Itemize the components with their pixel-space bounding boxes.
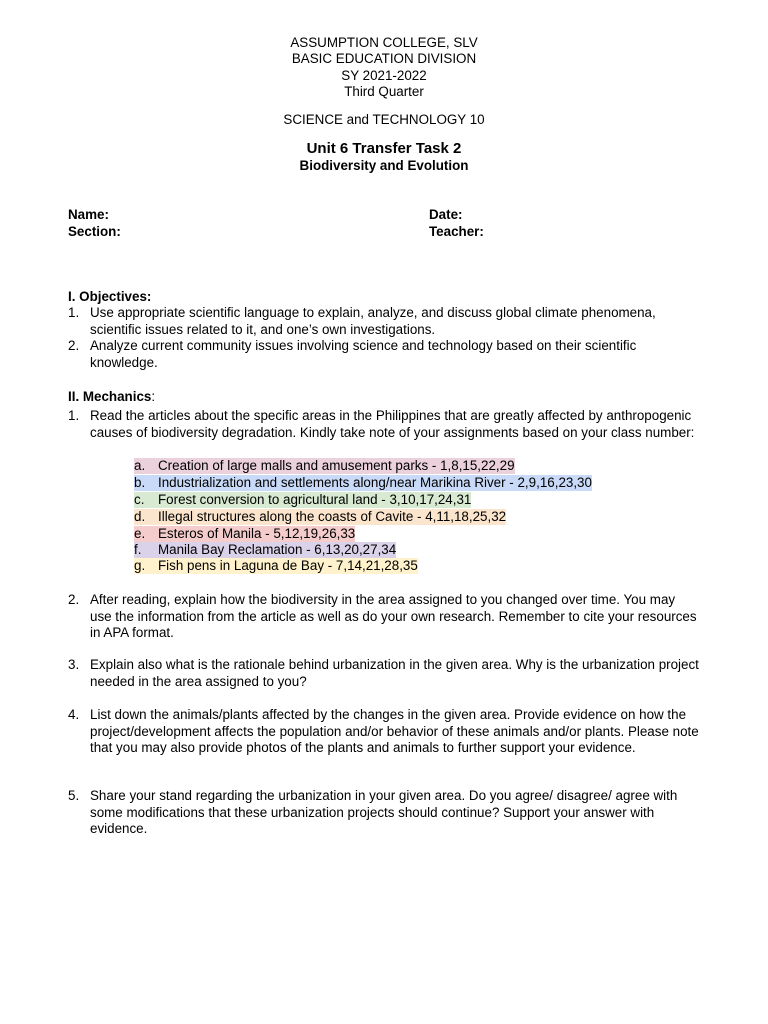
school-name: ASSUMPTION COLLEGE, SLV (290, 35, 478, 50)
assignment-text: Manila Bay Reclamation - 6,13,20,27,34 (158, 542, 397, 557)
assignment-text: Fish pens in Laguna de Bay - 7,14,21,28,35 (158, 558, 418, 573)
section-label: Section: (68, 224, 121, 239)
assignment-letter: d. (134, 509, 146, 524)
mechanics-heading-colon: : (151, 389, 156, 404)
mechanics-number: 1. (68, 408, 80, 423)
assignment-item (134, 492, 471, 508)
mechanics-item: Share your stand regarding the urbanization in your given area. Do you agree/ disagree/ agree with some modifications that these urbanization projects should continue? Support your answer with evidence. (90, 788, 678, 836)
mechanics-item: After reading, explain how the biodiversity in the area assigned to you changed over time. You may use the information from the article as well as do your own research. Remember to cite your resources in APA format. (90, 592, 697, 640)
date-label: Date: (429, 207, 463, 222)
assignment-text: Illegal structures along the coasts of Cavite - 4,11,18,25,32 (158, 509, 507, 524)
assignment-letter: e. (134, 526, 146, 541)
mechanics-heading (68, 389, 155, 404)
assignment-letter: b. (134, 475, 146, 490)
assignment-text: Forest conversion to agricultural land - 3,10,17,24,31 (158, 492, 472, 507)
assignment-item (134, 558, 418, 574)
objectives-heading: I. Objectives: (68, 289, 152, 304)
objective-item: Analyze current community issues involving science and technology based on their scientific knowledge. (90, 338, 637, 370)
teacher-label: Teacher: (429, 224, 484, 239)
mechanics-item: List down the animals/plants affected by the changes in the given area. Provide evidence on how the project/development affects the population and/or behavior of these animals and/or plants. Please note that you may also provide photos of the plants and animals to further support your evidence. (90, 707, 699, 755)
assignment-text: Creation of large malls and amusement parks - 1,8,15,22,29 (158, 458, 515, 473)
page-subtitle: Biodiversity and Evolution (299, 158, 469, 173)
mechanics-number: 4. (68, 707, 80, 722)
mechanics-heading-text: II. Mechanics (68, 389, 152, 404)
mechanics-number: 5. (68, 788, 80, 803)
assignment-letter: c. (134, 492, 145, 507)
school-year: SY 2021-2022 (341, 68, 427, 83)
assignment-letter: g. (134, 558, 146, 573)
mechanics-item: Read the articles about the specific areas in the Philippines that are greatly affected by anthropogenic causes of biodiversity degradation. Kindly take note of your assignments based on your class number: (90, 408, 695, 440)
quarter: Third Quarter (344, 84, 424, 99)
objective-item: Use appropriate scientific language to explain, analyze, and discuss global climate phenomena, scientific issues related to it, and one’s own investigations. (90, 305, 656, 337)
assignment-item (134, 509, 506, 525)
mechanics-number: 2. (68, 592, 80, 607)
name-label: Name: (68, 207, 109, 222)
assignment-item (134, 458, 515, 474)
assignment-text: Esteros of Manila - 5,12,19,26,33 (158, 526, 356, 541)
assignment-item (134, 526, 355, 542)
objective-number: 1. (68, 305, 80, 320)
assignment-item (134, 542, 396, 558)
page-title: Unit 6 Transfer Task 2 (306, 140, 462, 157)
objective-number: 2. (68, 338, 80, 353)
assignment-letter: f. (134, 542, 142, 557)
assignment-item (134, 475, 592, 491)
assignment-letter: a. (134, 458, 146, 473)
mechanics-number: 3. (68, 657, 80, 672)
mechanics-item: Explain also what is the rationale behind urbanization in the given area. Why is the urbanization project needed in the area assigned to you? (90, 657, 699, 689)
division-name: BASIC EDUCATION DIVISION (291, 51, 477, 66)
assignment-text: Industrialization and settlements along/near Marikina River - 2,9,16,23,30 (158, 475, 592, 490)
subject: SCIENCE and TECHNOLOGY 10 (283, 112, 485, 127)
